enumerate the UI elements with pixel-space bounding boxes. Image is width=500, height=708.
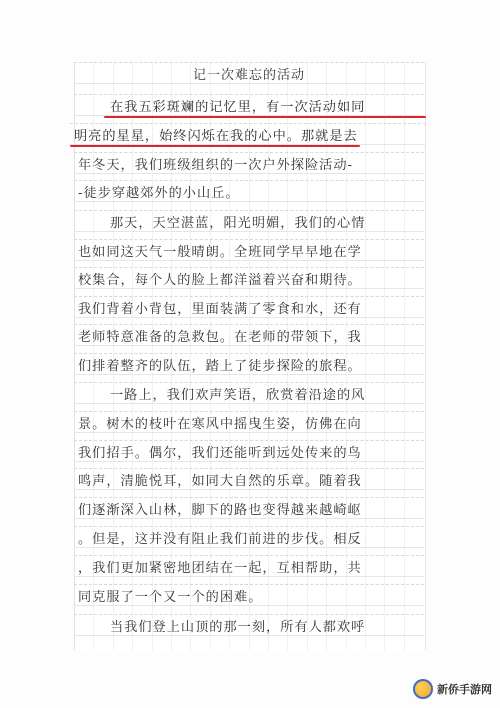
essay-line-4: -徒步穿越郊外的小山丘。	[74, 180, 424, 202]
site-watermark	[413, 678, 492, 700]
essay-line-6: 也如同这天气一般晴朗。全班同学早早地在学	[74, 239, 424, 261]
essay-line-9: 老师特意准备的急救包。在老师的带领下，我	[74, 324, 424, 346]
essay-line-2: 明亮的星星，始终闪烁在我的心中。那就是去	[70, 123, 426, 145]
essay-line-7: 校集合，每个人的脸上都洋溢着兴奋和期待。	[74, 267, 424, 289]
essay-line-8: 我们背着小背包，里面装满了零食和水，还有	[74, 296, 424, 318]
essay-title: 记一次难忘的活动	[74, 62, 424, 84]
essay-line-17: ，我们更加紧密地团结在一起，互相帮助，共	[74, 555, 424, 577]
essay-line-3: 年冬天，我们班级组织的一次户外探险活动-	[74, 152, 424, 174]
essay-line-1: 在我五彩斑斓的记忆里，有一次活动如同	[74, 94, 424, 116]
essay-line-11: 一路上，我们欢声笑语，欣赏着沿途的风	[74, 382, 424, 404]
essay-line-10: 们排着整齐的队伍，踏上了徒步探险的旅程。	[74, 353, 424, 375]
essay-line-13: 我们招手。偶尔，我们还能听到远处传来的鸟	[74, 440, 424, 462]
highlight-underline-1	[104, 116, 426, 118]
highlight-underline-2	[70, 145, 360, 147]
essay-line-16: 。但是，这并没有阻止我们前进的步伐。相反	[74, 526, 424, 548]
essay-line-14: 鸣声，清脆悦耳，如同大自然的乐章。随着我	[74, 468, 424, 490]
essay-line-15: 们逐渐深入山林，脚下的路也变得越来越崎岖	[74, 497, 424, 519]
essay-line-18: 同克服了一个又一个的困难。	[74, 584, 424, 606]
game-logo-icon	[413, 679, 433, 699]
watermark-text: 新侨手游网	[437, 683, 492, 696]
essay-line-12: 景。树木的枝叶在寒风中摇曳生姿，仿佛在向	[74, 411, 424, 433]
essay-line-19: 当我们登上山顶的那一刻，所有人都欢呼	[74, 614, 424, 636]
essay-line-5: 那天，天空湛蓝，阳光明媚，我们的心情	[74, 210, 424, 232]
